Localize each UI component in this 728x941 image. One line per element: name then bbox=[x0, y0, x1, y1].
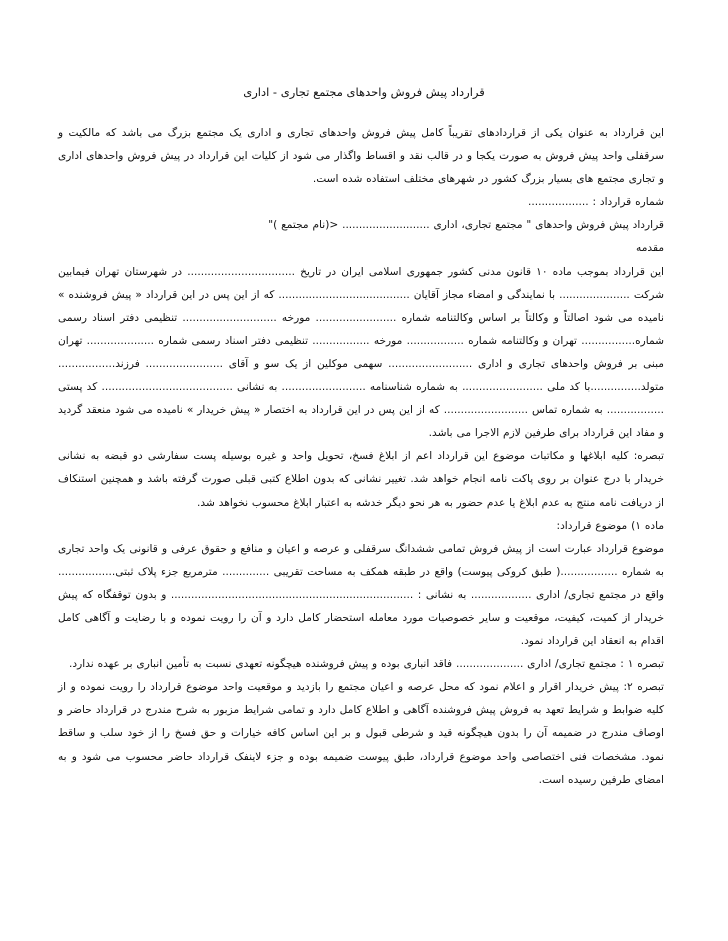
article-1-paragraph: موضوع قرارداد عبارت است از پیش فروش تمامی ششدانگ سرقفلی و عرصه و اعیان و منافع و حقوق عرفی و قانونی یک واحد تجاری به شماره .................( طبق کروکی پیوست) واقع در طبقه همکف به مساحت تقریبی .............. مترمربع جزء پلاک ثبتی................. واقع در مجتمع تجاری/ اداری .................. به نشانی : ........................................................................ و بدون توقفگاه که پیش خریدار از کمیت، کیفیت، موقعیت و سایر خصوصیات مورد معامله استحضار کامل دارد و آن را رویت نموده و با رضایت و آگاهی کامل اقدام به انعقاد این قرارداد نمود. bbox=[58, 542, 664, 648]
contract-number-line: شماره قرارداد : .................. bbox=[527, 196, 664, 209]
note-1-paragraph: تبصره ۱ : مجتمع تجاری/ اداری .................... فاقد انباری بوده و پیش فروشنده هیچگونه تعهدی نسبت به تأمین انباری بر عهده ندارد. bbox=[69, 658, 664, 671]
document-title: قرارداد پیش فروش واحدهای مجتمع تجاری - اداری bbox=[243, 85, 485, 99]
intro-paragraph: این قرارداد به عنوان یکی از قراردادهای تقریباً کامل پیش فروش واحدهای تجاری و اداری یک مجتمع بزرگ می باشد که مالکیت و سرقفلی واحد پیش فروش به صورت یکجا و در قالب نقد و اقساط واگذار می شود از کلیات این قرارداد در پیش فروش واحدهای اداری و تجاری مجتمع های بسیار بزرگ کشور در شهرهای مختلف استفاده شده است. bbox=[58, 127, 664, 186]
document-body bbox=[58, 122, 664, 792]
note-2-paragraph: تبصره ۲: پیش خریدار اقرار و اعلام نمود که محل عرصه و اعیان مجتمع را بازدید و موقعیت واحد موضوع قرارداد را رویت نموده و از کلیه ضوابط و شرایط تعهد به فروش پیش فروشنده آگاهی و اطلاع کامل دارد و تمامی شرایط مزبور به شرح مندرج در قرارداد حاضر و اوصاف مندرج در ضمیمه آن را بدون هیچگونه قید و شرطی قبول و بر این اساس کافه خیارات و حق فسخ را از خود سلب و ساقط نمود. مشخصات فنی اختصاصی واحد موضوع قرارداد، طبق پیوست ضمیمه بوده و جزء لاینفک قرارداد حاضر محسوب می شود و به امضای طرفین رسیده است. bbox=[58, 681, 664, 786]
note-notices-paragraph: تبصره: کلیه ابلاغها و مکاتبات موضوع این قرارداد اعم از ابلاغ فسخ، تحویل واحد و غیره بوسیله پست سفارشی دو قبضه به نشانی خریدار با درج عنوان بر روی پاکت نامه انجام خواهد شد. تغییر نشانی که بدون اطلاع کتبی قبلی صورت گرفته باشد و همچنین استنکاف از دریافت نامه منتج به عدم ابلاغ یا عدم حضور به هر نحو دیگر خدشه به اعتبار ابلاغ محسوب نخواهد شد. bbox=[58, 450, 664, 509]
preamble-heading: مقدمه bbox=[636, 242, 664, 255]
contract-name-line: قرارداد پیش فروش واحدهای " مجتمع تجاری، اداری .......................... <(نام مجتمع )" bbox=[268, 219, 664, 232]
preamble-paragraph: این قرارداد بموجب ماده ۱۰ قانون مدنی کشور جمهوری اسلامی ایران در تاریخ ................................ در شهرستان تهران فیمابین شرکت ..................... با نمایندگی و امضاء مجاز آقایان ....................................... که از این پس در این قرارداد « پیش فروشنده » نامیده می شود اصالتاً و وکالتاً بر اساس وکالتنامه شماره ........................ مورخه ............................ تنظیمی دفتر اسناد رسمی شماره................ تهران و وکالتنامه شماره ................. مورخه ................. تنظیمی دفتر اسناد رسمی شماره .................... تهران مبنی بر فروش واحدهای تجاری و اداری ......................... سهمی موکلین از یک سو و آقای ....................... فرزند................. متولد...............با کد ملی ........................ به شماره شناسنامه ......................... به نشانی ....................................... کد پستی ................. به شماره تماس ......................... که از این پس در این قرارداد به اختصار « پیش خریدار » نامیده می شود منعقد گردید و مفاد این قرارداد برای طرفین لازم الاجرا می باشد. bbox=[58, 265, 664, 440]
article-1-heading: ماده ۱) موضوع قرارداد: bbox=[556, 519, 664, 532]
